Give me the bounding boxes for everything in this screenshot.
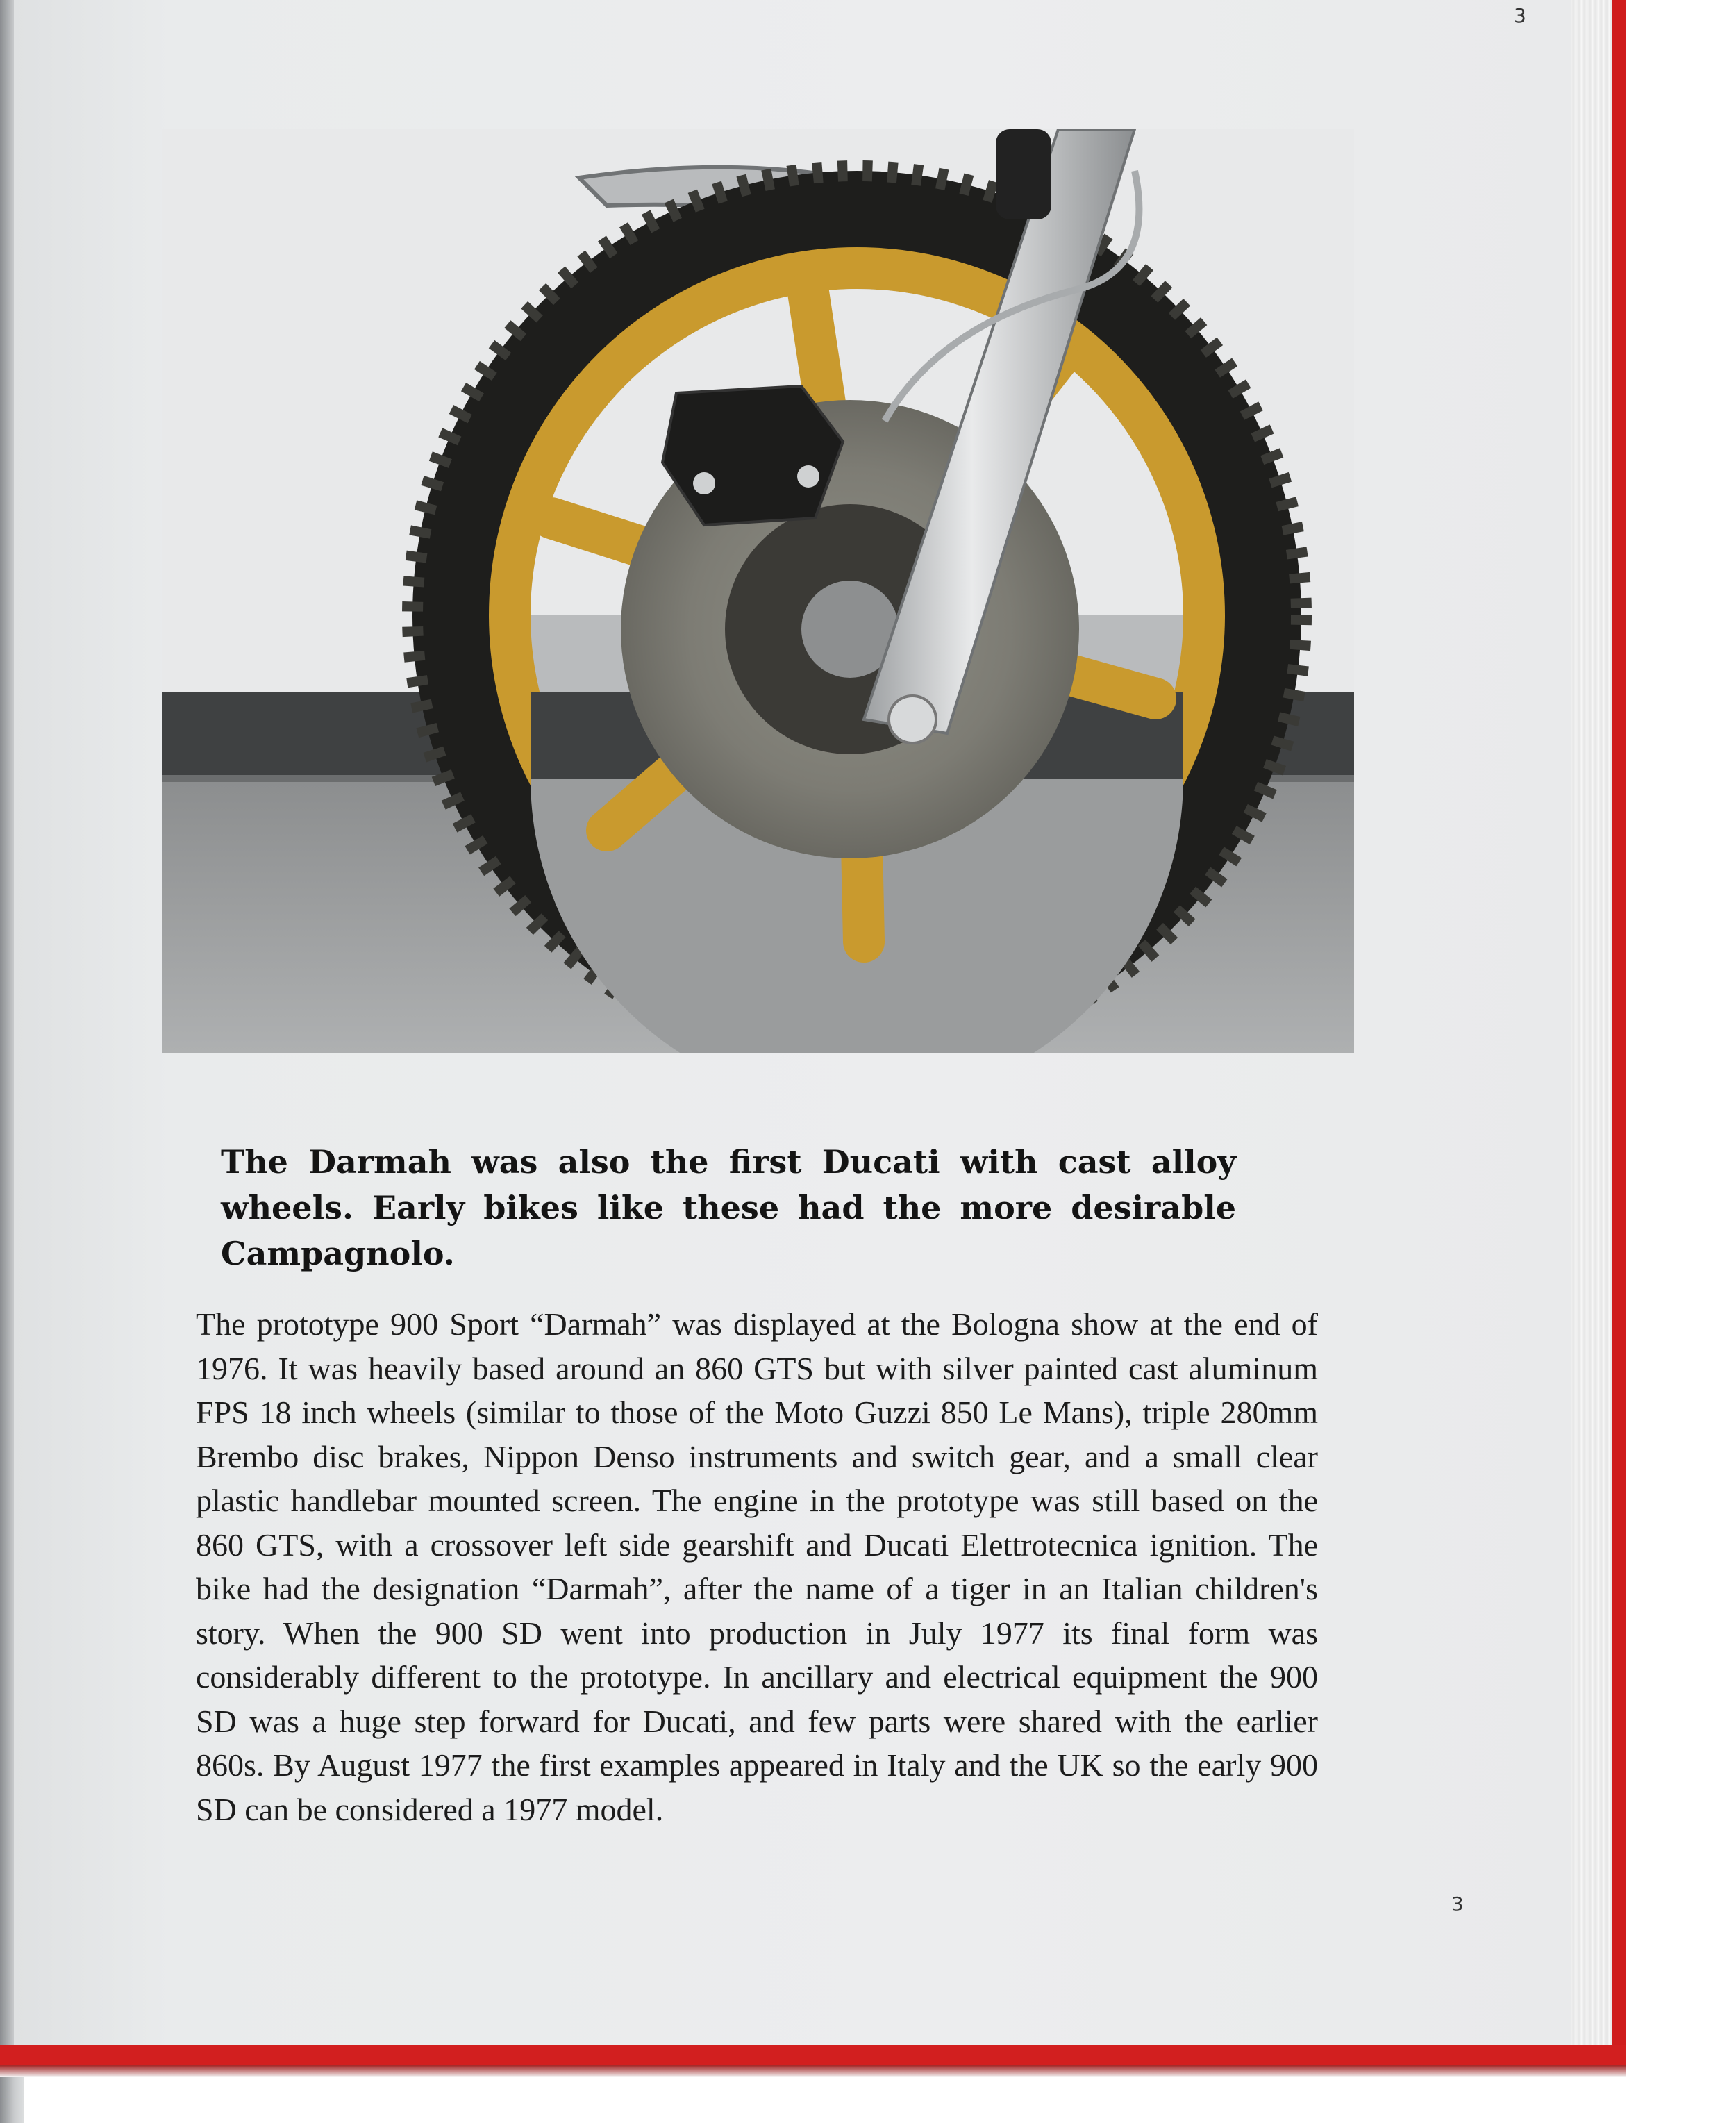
cover-shadow <box>0 2065 1626 2077</box>
motorcycle-front-wheel-photo <box>162 129 1354 1053</box>
page-number-top: 3 <box>1514 4 1526 27</box>
red-cover-right-edge <box>1612 0 1626 2056</box>
page-edges <box>1571 0 1612 2045</box>
red-cover-bottom-edge <box>0 2045 1626 2065</box>
page-number-bottom: 3 <box>1451 1892 1464 1915</box>
body-paragraph: The prototype 900 Sport “Darmah” was displayed at the Bologna show at the end of 1976. It was heavily based around an 860 GTS but with silver painted cast aluminum FPS 18 inch wheels (similar to those of the Moto Guzzi 850 Le Mans), triple 280mm Brembo disc brakes, Nippon Denso instruments and switch gear, and a small clear plastic handlebar mounted screen. The engine in the prototype was still based on the 860 GTS, with a crossover left side gearshift and Ducati Elettrotecnica ignition. The bike had the designation “Darmah”, after the name of a tiger in an Italian children's story. When the 900 SD went into production in July 1977 its final form was considerably different to the prototype. In ancillary and electrical equipment the 900 SD was a huge step forward for Ducati, and few parts were shared with the earlier 860s. By August 1977 the first examples appeared in Italy and the UK so the early 900 SD can be considered a 1977 model. <box>196 1306 1318 1827</box>
photo-caption: The Darmah was also the first Ducati with cast alloy wheels. Early bikes like these had the more desirable Campagnolo. <box>221 1143 1236 1272</box>
